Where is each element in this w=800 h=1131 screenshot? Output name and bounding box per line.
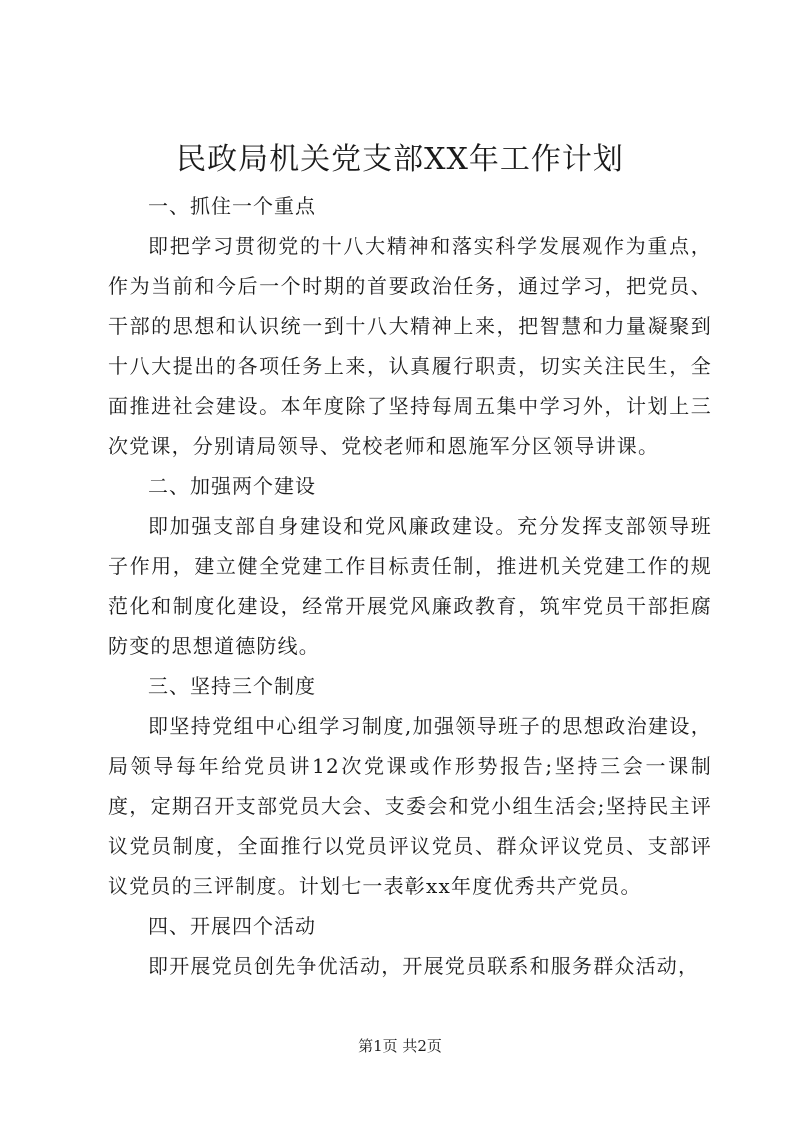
document-body [108,186,712,986]
section-heading-1: 一、抓住一个重点 [148,194,316,218]
section-paragraph-4: 即开展党员创先争优活动，开展党员联系和服务群众活动， [148,954,700,978]
section-paragraph-2: 即加强支部自身建设和党风廉政建设。充分发挥支部领导班子作用，建立健全党建工作目标责任制，推进机关党建工作的规范化和制度化建设，经常开展党风廉政教育，筑牢党员干部拒腐防变的思想道德防线。 [108,514,712,658]
section-paragraph-1: 即把学习贯彻党的十八大精神和落实科学发展观作为重点，作为当前和今后一个时期的首要政治任务，通过学习，把党员、干部的思想和认识统一到十八大精神上来，把智慧和力量凝聚到十八大提出的各项任务上来，认真履行职责，切实关注民生，全面推进社会建设。本年度除了坚持每周五集中学习外，计划上三次党课，分别请局领导、党校老师和恩施军分区领导讲课。 [108,234,712,458]
document-title: 民政局机关党支部XX年工作计划 [176,142,624,177]
page-number-footer: 第1页 共2页 [358,1037,442,1055]
section-heading-3: 三、坚持三个制度 [148,674,316,698]
section-heading-2: 二、加强两个建设 [148,474,316,498]
section-heading-4: 四、开展四个活动 [148,914,316,938]
section-paragraph-3: 即坚持党组中心组学习制度,加强领导班子的思想政治建设，局领导每年给党员讲12次党课或作形势报告;坚持三会一课制度，定期召开支部党员大会、支委会和党小组生活会;坚持民主评议党员制度，全面推行以党员评议党员、群众评议党员、支部评议党员的三评制度。计划七一表彰xx年度优秀共产党员。 [108,714,712,898]
